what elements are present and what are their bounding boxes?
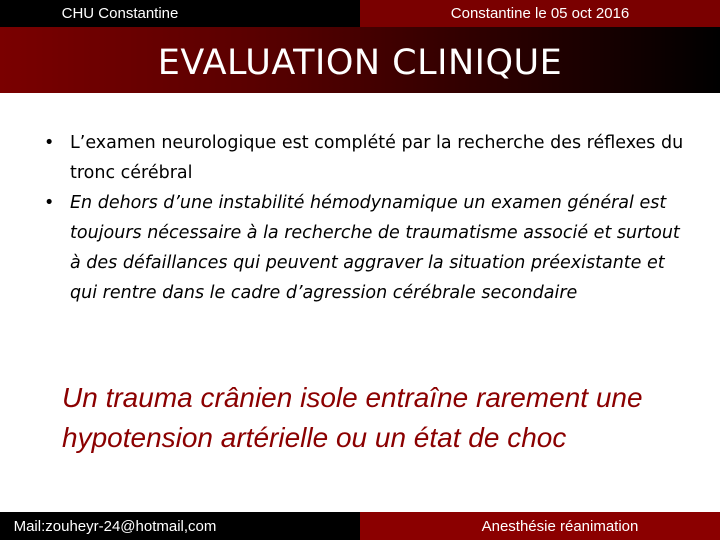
- bullet-item: [44, 128, 684, 188]
- footer-email: [0, 512, 360, 540]
- footer-email-label: Mail:zouheyr-24@hotmail,com: [13, 517, 217, 535]
- slide-title: EVALUATION CLINIQUE: [157, 43, 563, 83]
- footer-department-label: Anesthésie réanimation: [481, 517, 639, 535]
- header-institution: [0, 0, 360, 27]
- header-date-label: Constantine le 05 oct 2016: [450, 5, 630, 22]
- title-band: [0, 27, 720, 93]
- header-institution-label: CHU Constantine: [61, 5, 179, 22]
- bullet-text: L’examen neurologique est complété par la recherche des réflexes du tronc cérébral: [70, 133, 684, 183]
- callout-statement: Un trauma crânien isole entraîne rarement une hypotension artérielle ou un état de choc: [62, 382, 643, 453]
- bullet-text: En dehors d’une instabilité hémodynamique un examen général est toujours nécessaire à la recherche de traumatisme associé et surtout à des défaillances qui peuvent aggraver la situation préexistante et qui rentre dans le cadre d’agression cérébrale secondaire: [70, 193, 680, 303]
- bullet-marker: •: [44, 193, 55, 213]
- bullet-marker: •: [44, 133, 55, 153]
- header-date: [360, 0, 720, 27]
- footer-bar: [0, 512, 720, 540]
- header-bar: [0, 0, 720, 27]
- footer-department: [360, 512, 720, 540]
- bullet-item: [44, 188, 684, 308]
- bullet-list: [44, 128, 684, 308]
